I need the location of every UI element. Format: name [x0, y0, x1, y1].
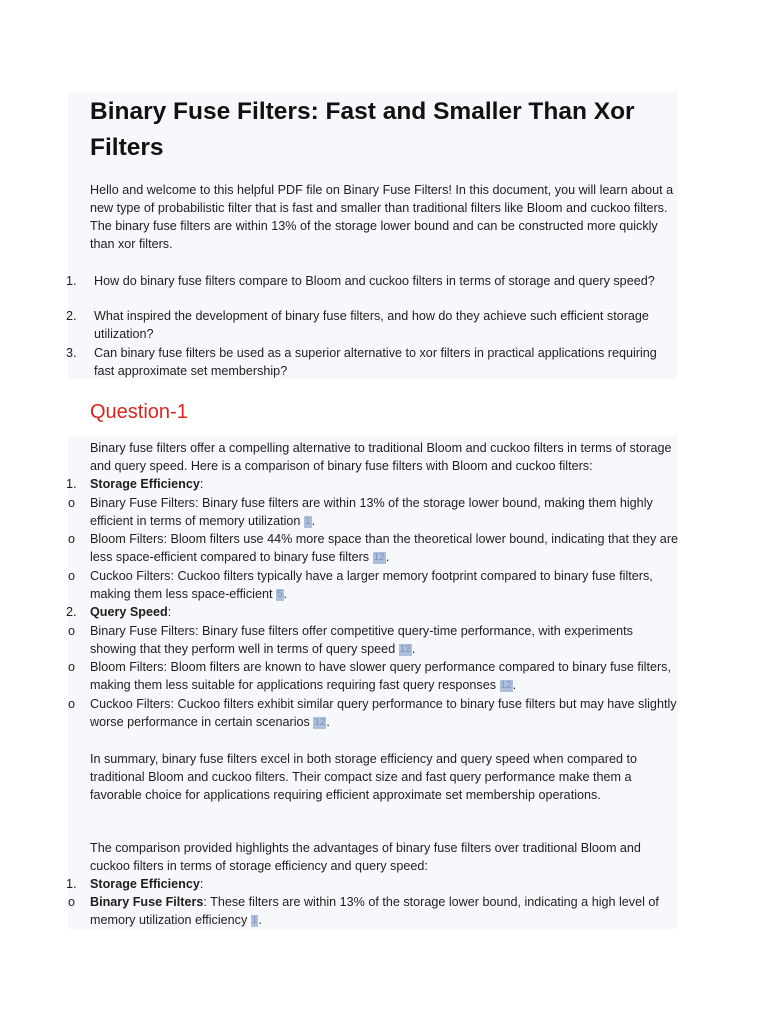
citation-link[interactable]: 12 [373, 552, 385, 563]
list-heading: 1. Storage Efficiency: [66, 477, 204, 491]
citation-link[interactable]: 1 [251, 915, 258, 926]
list-item: 2. What inspired the development of binary fuse filters, and how do they achieve such efficient storage utilization? [66, 309, 649, 341]
citation-link[interactable]: 1 [304, 516, 311, 527]
list-heading: 2. Query Speed: [66, 605, 172, 619]
document-title: Binary Fuse Filters: Fast and Smaller Than Xor Filters [90, 98, 635, 161]
list-heading: 1. Storage Efficiency: [66, 877, 204, 891]
list-item: o Binary Fuse Filters: Binary fuse filters offer competitive query-time performance, with experiments showing that they perform well in terms of query speed 12. [68, 624, 633, 656]
list-item: 1. How do binary fuse filters compare to Bloom and cuckoo filters in terms of storage and query speed? [66, 274, 655, 288]
comparison-paragraph: The comparison provided highlights the advantages of binary fuse filters over traditional Bloom and cuckoo filters in terms of storage efficiency and query speed: [90, 841, 641, 873]
list-item: o Cuckoo Filters: Cuckoo filters exhibit similar query performance to binary fuse filters but may have slightly worse performance in certain scenarios 12. [68, 697, 677, 729]
list-item: o Bloom Filters: Bloom filters use 44% more space than the theoretical lower bound, indicating that they are less space-efficient compared to binary fuse filters 12. [68, 532, 679, 564]
list-item: o Bloom Filters: Bloom filters are known to have slower query performance compared to binary fuse filters, making them less suitable for applications requiring fast query responses 12. [68, 660, 671, 692]
intro-paragraph: Hello and welcome to this helpful PDF file on Binary Fuse Filters! In this document, you will learn about a new type of probabilistic filter that is fast and smaller than traditional filters like Bloom and cuckoo filters. The binary fuse filters are within 13% of the storage lower bound and can be constructed more quickly than xor filters. [90, 183, 674, 251]
list-item: o Cuckoo Filters: Cuckoo filters typically have a larger memory footprint compared to binary fuse filters, making them less space-efficient 5. [68, 569, 653, 601]
section-heading: Question-1 [90, 401, 188, 423]
list-item: 3. Can binary fuse filters be used as a superior alternative to xor filters in practical applications requiring fast approximate set membership? [66, 346, 657, 378]
citation-link[interactable]: 12 [500, 680, 512, 691]
section-intro-paragraph: Binary fuse filters offer a compelling alternative to traditional Bloom and cuckoo filters in terms of storage and query speed. Here is a comparison of binary fuse filters with Bloom and cuckoo filters: [90, 441, 672, 473]
citation-link[interactable]: 12 [399, 644, 411, 655]
citation-link[interactable]: 12 [314, 717, 326, 728]
list-item: o Binary Fuse Filters: These filters are within 13% of the storage lower bound, indicating a high level of memory utilization efficiency 1. [68, 895, 659, 927]
summary-paragraph: In summary, binary fuse filters excel in both storage efficiency and query speed when compared to traditional Bloom and cuckoo filters. Their compact size and fast query performance make them a favorable choice for applications requiring efficient approximate set membership operations. [90, 752, 637, 802]
citation-link[interactable]: 5 [276, 589, 283, 600]
list-item: o Binary Fuse Filters: Binary fuse filters are within 13% of the storage lower bound, making them highly efficient in terms of memory utilization 1. [68, 496, 653, 528]
